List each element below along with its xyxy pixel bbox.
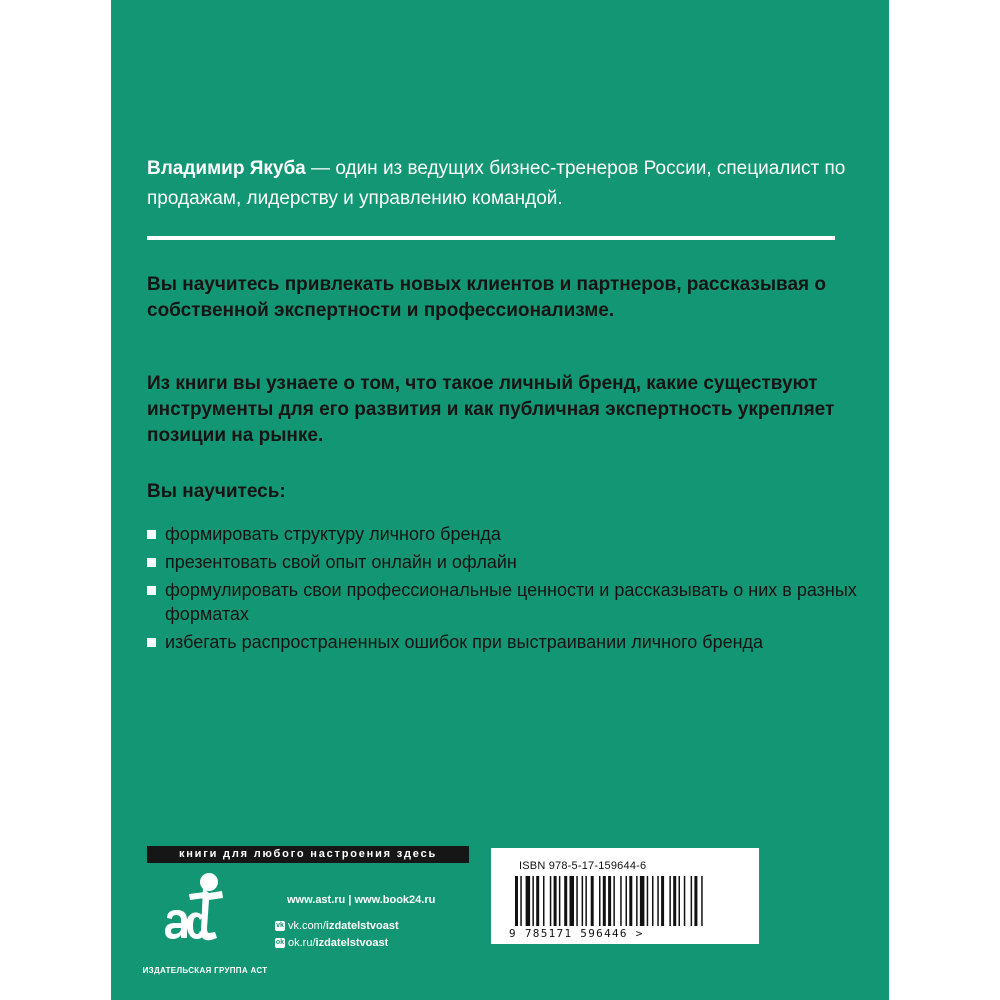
list-item	[147, 522, 857, 546]
ast-logo-icon	[159, 868, 239, 958]
learn-list	[147, 522, 857, 658]
barcode-bar	[701, 876, 703, 926]
bullet-square-icon	[147, 586, 156, 595]
barcode-bar	[647, 876, 649, 926]
intro-paragraph-2: Из книги вы узнаете о том, что такое личный бренд, какие существуют инструменты для его развития и как публичная экспертность укрепляет позиции на рынке.	[147, 373, 835, 446]
barcode-bar	[629, 876, 632, 926]
barcode-icon	[515, 876, 735, 926]
barcode-bar	[582, 876, 584, 926]
barcode-bar	[691, 876, 693, 926]
list-item	[147, 550, 857, 574]
barcode-bar	[657, 876, 659, 926]
barcode-bar	[640, 876, 645, 926]
author-name: Владимир Якуба	[147, 158, 306, 179]
barcode-bar	[608, 876, 611, 926]
barcode-bar	[564, 876, 567, 926]
author-description: — один из ведущих бизнес-тренеров России, специалист по продажам, лидерству и управлению командой.	[147, 158, 846, 209]
vk-handle: izdatelstvoast	[325, 920, 399, 932]
barcode-bar	[620, 876, 622, 926]
barcode-bar	[520, 876, 522, 926]
barcode-bar	[591, 876, 594, 926]
barcode-bar	[532, 876, 534, 926]
list-item-text: избегать распространенных ошибок при выстраивании личного бренда	[165, 632, 764, 652]
barcode-bar	[613, 876, 615, 926]
barcode-bar	[576, 876, 578, 926]
list-item-text: формулировать свои профессиональные ценности и рассказывать о них в разных форматах	[165, 580, 857, 624]
ok-icon: ok	[275, 939, 285, 946]
isbn-label: ISBN 978-5-17-159644-6	[519, 860, 647, 872]
list-item	[147, 630, 857, 654]
barcode-bar	[694, 876, 697, 926]
list-item-text: формировать структуру личного бренда	[165, 524, 501, 544]
vk-prefix: vk.com/	[288, 920, 326, 932]
bullet-square-icon	[147, 638, 156, 647]
barcode-bar	[570, 876, 575, 926]
list-item	[147, 578, 857, 626]
barcode-bar	[536, 876, 539, 926]
barcode-bar	[515, 876, 518, 926]
barcode-bar	[669, 876, 671, 926]
barcode-bar	[526, 876, 531, 926]
vk-icon: vk	[276, 922, 284, 929]
barcode-bar	[550, 876, 552, 926]
list-item-text: презентовать свой опыт онлайн и офлайн	[165, 552, 517, 572]
barcode-bar	[543, 876, 545, 926]
barcode-bar	[636, 876, 638, 926]
bullet-square-icon	[147, 530, 156, 539]
publisher-caption: ИЗДАТЕЛЬСКАЯ ГРУППА АСТ	[142, 966, 268, 975]
bullet-square-icon	[147, 558, 156, 567]
barcode-bar	[679, 876, 681, 926]
barcode-bar	[585, 876, 587, 926]
isbn-digits: 9 785171 596446 >	[509, 927, 644, 940]
intro-paragraph-1: Вы научитесь привлекать новых клиентов и партнеров, рассказывая о собственной экспертности и профессионализме.	[147, 274, 827, 321]
vk-link	[275, 920, 399, 932]
back-cover	[111, 0, 889, 1000]
barcode-bar	[599, 876, 601, 926]
author-bio	[147, 154, 852, 214]
ok-prefix: ok.ru/	[288, 937, 316, 949]
ok-handle: izdatelstvoast	[315, 937, 389, 949]
barcode-bar	[554, 876, 557, 926]
barcode-bar	[559, 876, 561, 926]
barcode-bar	[673, 876, 676, 926]
publisher-websites: www.ast.ru | www.book24.ru	[287, 894, 436, 906]
barcode-bar	[603, 876, 606, 926]
isbn-barcode-box	[491, 848, 759, 944]
learn-heading: Вы научитесь:	[147, 481, 286, 502]
barcode-bar	[661, 876, 664, 926]
barcode-bar	[652, 876, 654, 926]
ok-link	[275, 937, 388, 949]
barcode-bar	[626, 876, 628, 926]
divider-line	[147, 236, 835, 240]
barcode-bar	[684, 876, 686, 926]
publisher-tagline: книги для любого настроения здесь	[147, 846, 469, 863]
